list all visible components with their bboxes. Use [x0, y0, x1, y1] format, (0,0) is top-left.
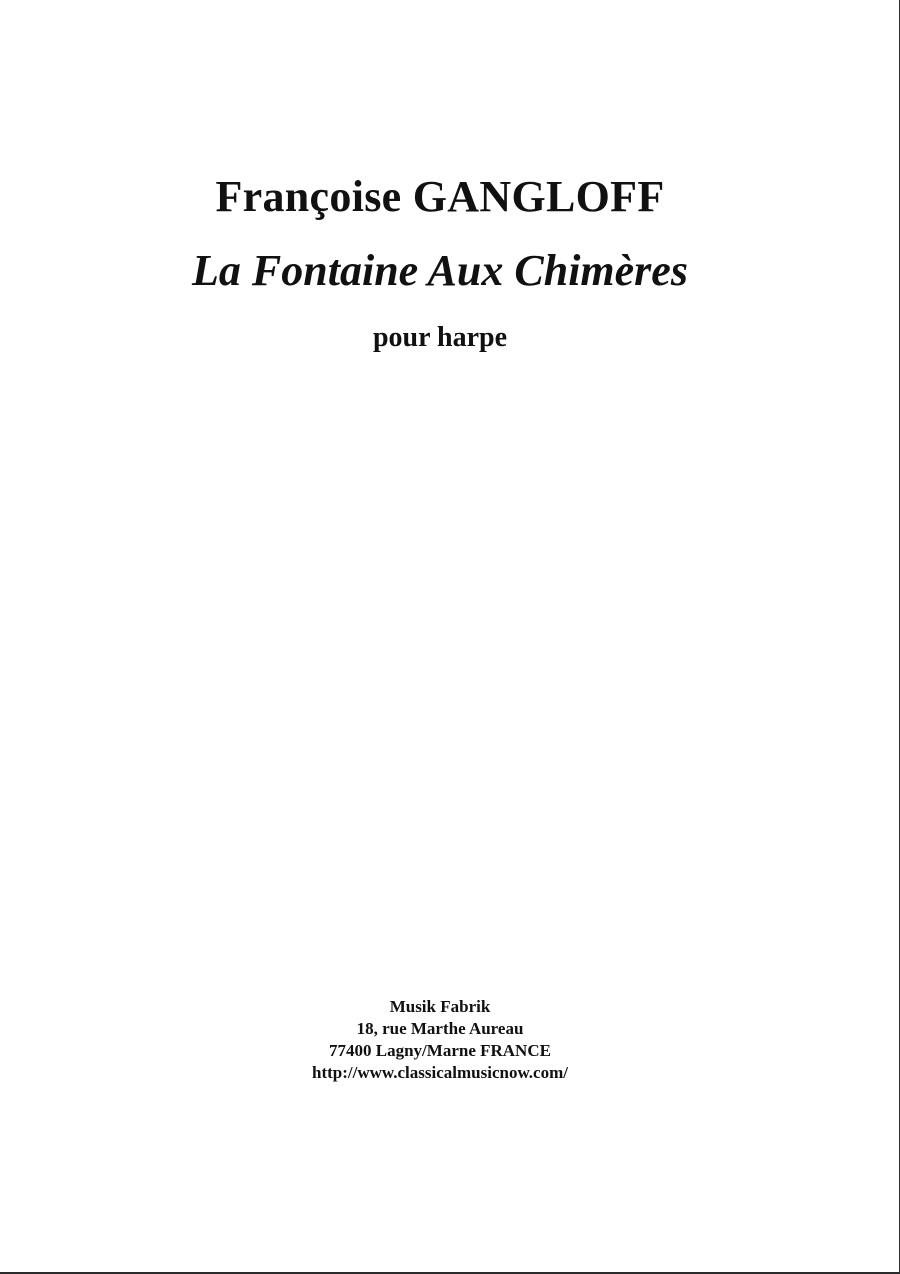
instrumentation: pour harpe	[372, 322, 508, 353]
publisher-website: http://www.classicalmusicnow.com/	[312, 1063, 568, 1082]
publisher-name: Musik Fabrik	[389, 997, 491, 1016]
publisher-block	[0, 996, 880, 1084]
work-title: La Fontaine Aux Chimères	[192, 246, 688, 295]
composer-name: Françoise GANGLOFF	[215, 172, 665, 221]
publisher-street: 18, rue Marthe Aureau	[356, 1019, 524, 1038]
publisher-city: 77400 Lagny/Marne FRANCE	[329, 1041, 551, 1060]
